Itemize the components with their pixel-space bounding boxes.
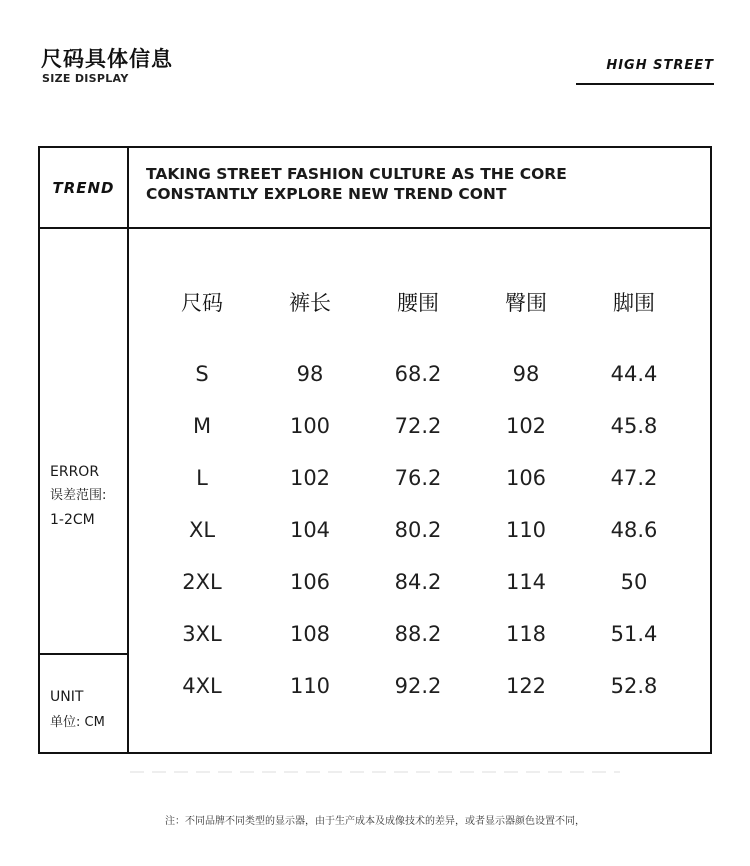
unit-info	[50, 684, 105, 736]
table-cell: M	[192, 414, 212, 438]
table-cell: 106	[289, 570, 331, 594]
footnote: 注：不同品牌不同类型的显示器，由于生产成本及成像技术的差异，或者显示器颜色设置不同，	[165, 816, 585, 827]
table-row	[148, 608, 692, 660]
slogan-line-1: TAKING STREET FASHION CULTURE AS THE CORE	[146, 165, 567, 183]
table-cell: 68.2	[394, 362, 442, 386]
table-cell: 110	[289, 674, 331, 698]
slogan-line-2: CONSTANTLY EXPLORE NEW TREND CONT	[146, 185, 507, 203]
table-cell: 98	[296, 362, 324, 386]
table-cell: 45.8	[610, 414, 658, 438]
slogan	[146, 164, 567, 204]
table-cell: 98	[512, 362, 540, 386]
table-row	[148, 400, 692, 452]
page-title: 尺码具体信息	[41, 46, 173, 71]
table-cell: 92.2	[394, 674, 442, 698]
column-header: 裤长	[289, 291, 331, 315]
unit-label: UNIT	[50, 689, 84, 705]
table-cell: 44.4	[610, 362, 658, 386]
table-cell: 122	[505, 674, 547, 698]
table-cell: 118	[505, 622, 547, 646]
table-cell: 52.8	[610, 674, 658, 698]
error-label: ERROR	[50, 464, 100, 480]
table-cell: L	[196, 466, 208, 490]
column-header: 臀围	[505, 291, 547, 315]
table-cell: 3XL	[182, 622, 222, 646]
table-cell: 51.4	[610, 622, 658, 646]
error-info	[50, 460, 106, 532]
table-cell: 100	[289, 414, 331, 438]
table-row	[148, 348, 692, 400]
brand-label: HIGH STREET	[606, 58, 714, 73]
table-cell: 114	[505, 570, 547, 594]
table-row	[148, 556, 692, 608]
table-cell: 106	[505, 466, 547, 490]
table-row	[148, 452, 692, 504]
banner-divider	[40, 227, 710, 229]
table-cell: 72.2	[394, 414, 442, 438]
error-range: 1-2CM	[50, 512, 95, 528]
table-cell: 48.6	[610, 518, 658, 542]
sidebar-divider	[40, 653, 128, 655]
table-header-row	[148, 276, 692, 328]
column-header: 腰围	[397, 291, 439, 315]
faint-divider	[130, 771, 620, 773]
table-cell: 108	[289, 622, 331, 646]
table-cell: 2XL	[182, 570, 222, 594]
column-header: 脚围	[613, 291, 655, 315]
size-chart-frame	[38, 146, 712, 754]
table-cell: 102	[289, 466, 331, 490]
table-cell: 102	[505, 414, 547, 438]
table-cell: 84.2	[394, 570, 442, 594]
page-subtitle: SIZE DISPLAY	[42, 72, 129, 85]
vertical-divider	[127, 148, 129, 752]
error-label-cn: 误差范围:	[50, 488, 107, 503]
table-cell: 50	[620, 570, 648, 594]
table-cell: S	[195, 362, 209, 386]
table-cell: 104	[289, 518, 331, 542]
table-cell: XL	[188, 518, 216, 542]
brand-underline	[576, 83, 714, 85]
table-cell: 76.2	[394, 466, 442, 490]
table-cell: 4XL	[182, 674, 222, 698]
table-row	[148, 660, 692, 712]
unit-label-cn: 单位: CM	[50, 715, 105, 730]
size-table	[148, 276, 692, 712]
table-cell: 110	[505, 518, 547, 542]
column-header: 尺码	[181, 291, 223, 315]
table-cell: 80.2	[394, 518, 442, 542]
table-row	[148, 504, 692, 556]
table-cell: 47.2	[610, 466, 658, 490]
trend-label: TREND	[52, 178, 115, 197]
table-cell: 88.2	[394, 622, 442, 646]
